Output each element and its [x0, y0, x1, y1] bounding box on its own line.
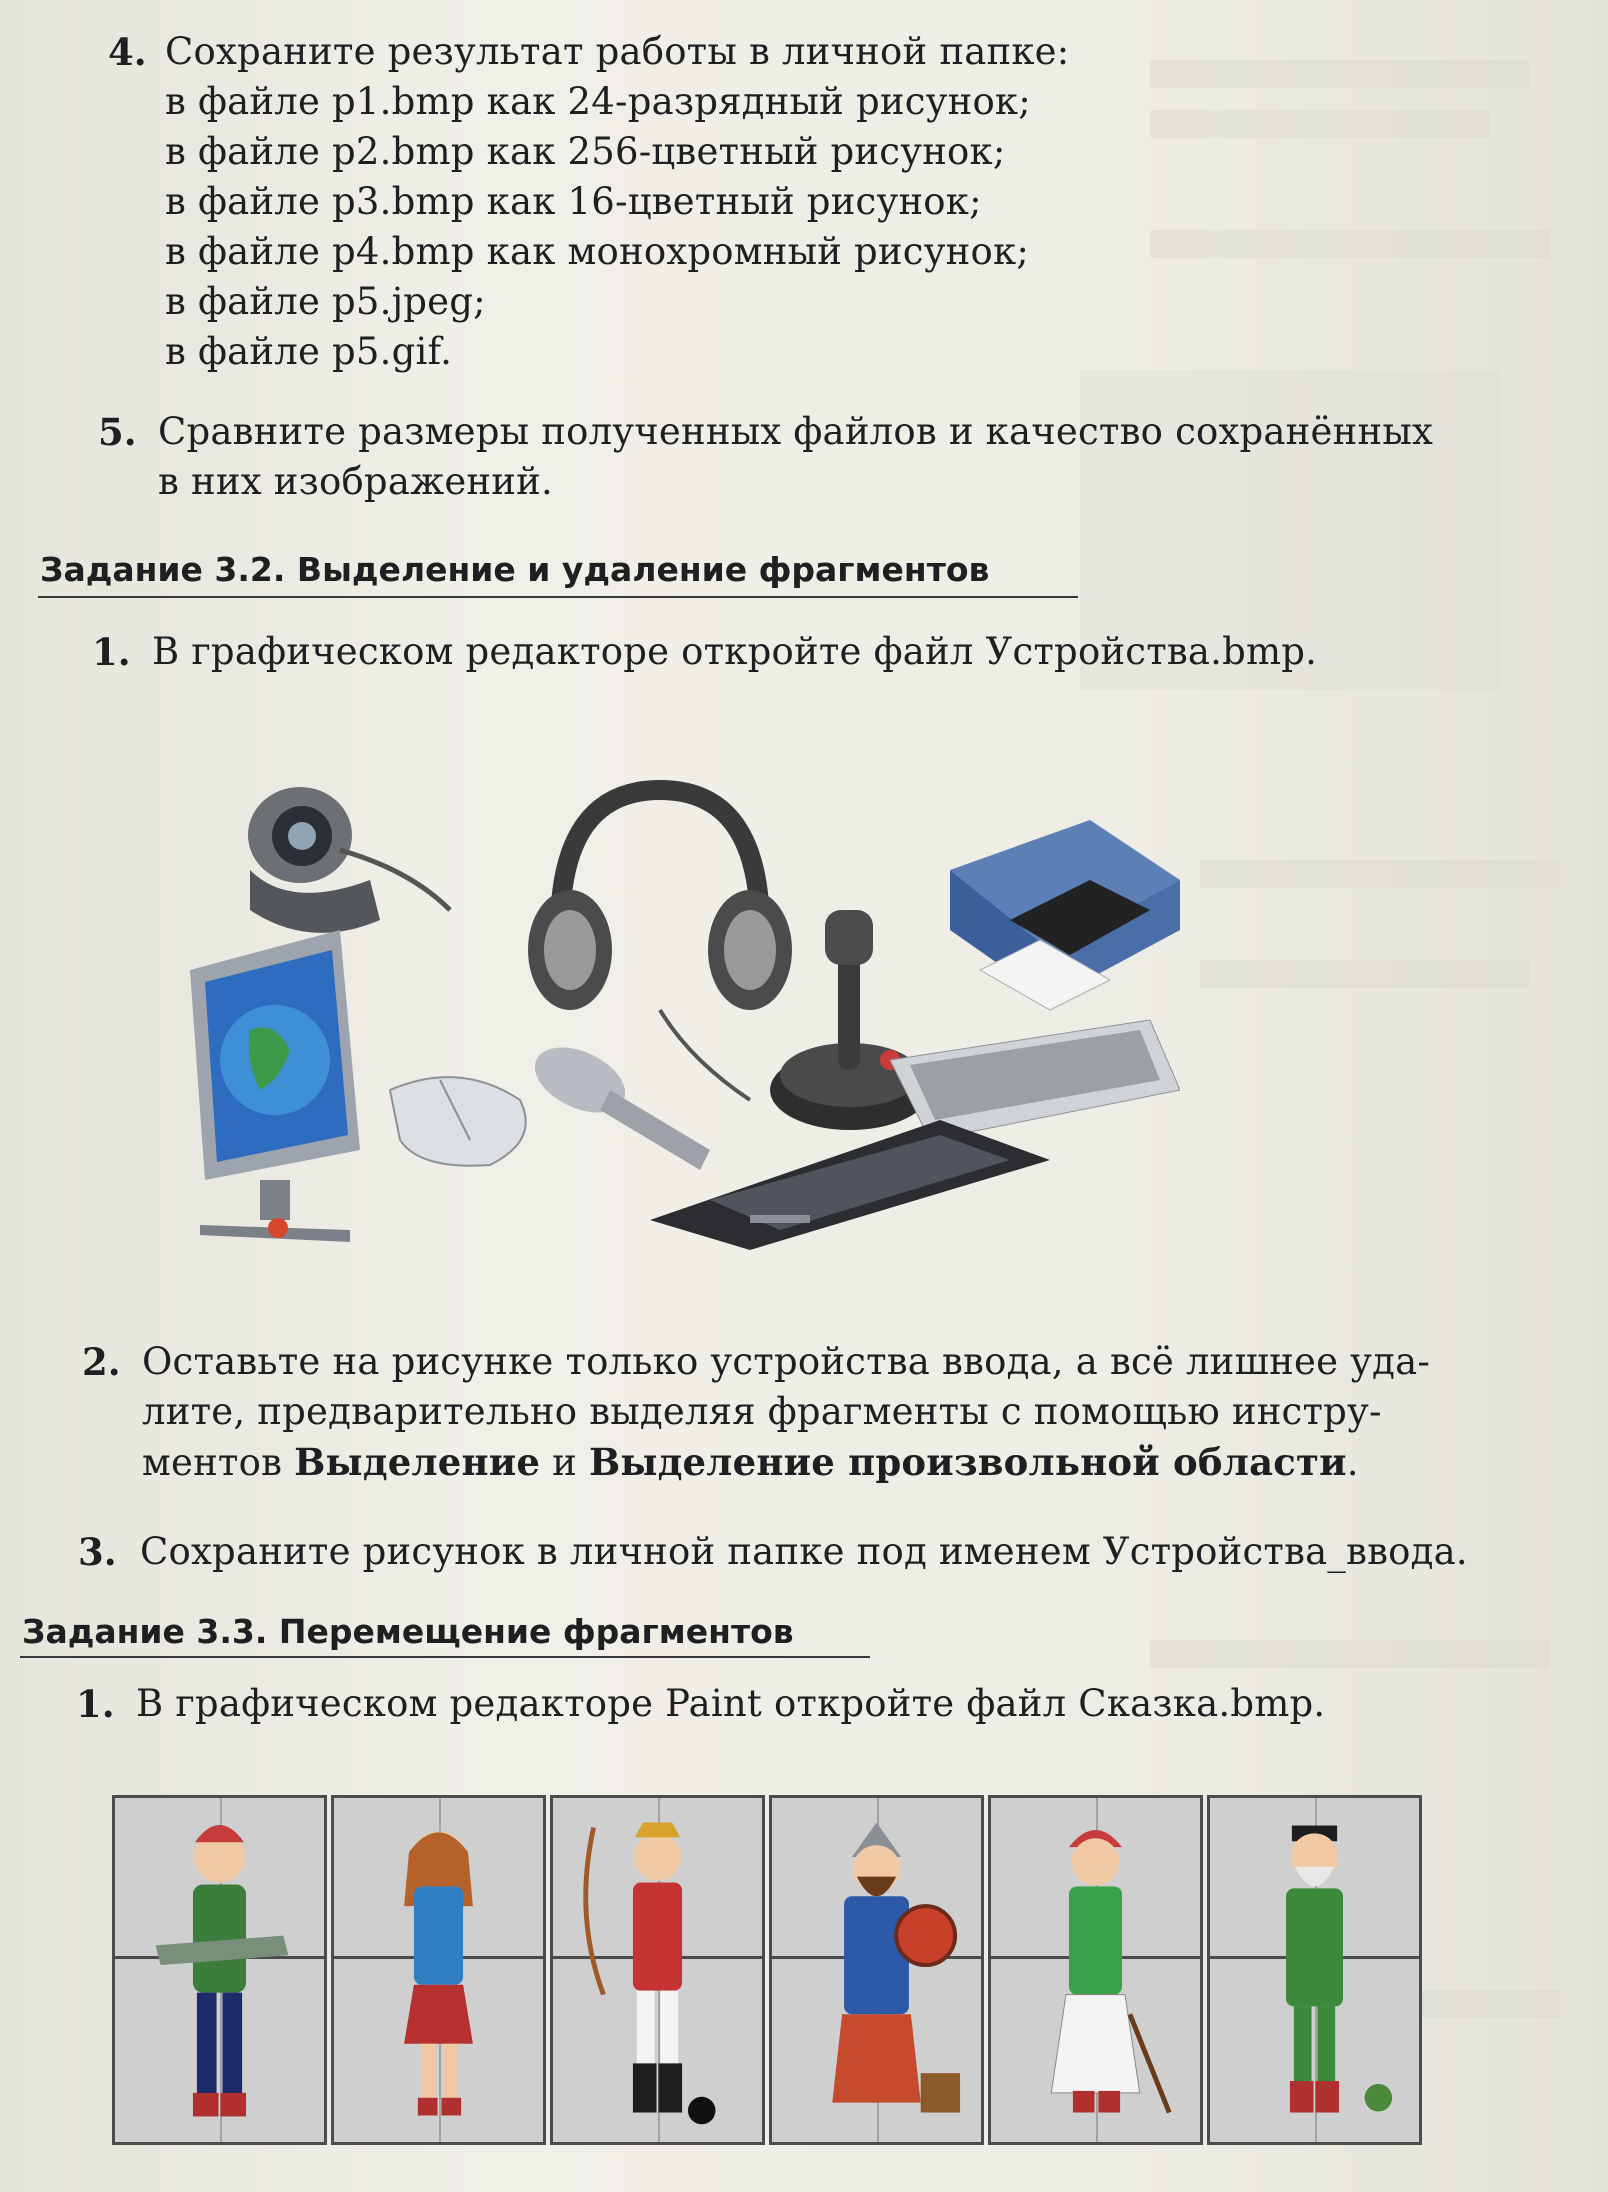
character-old-woman-image: [988, 1795, 1203, 2145]
mouse-image: [390, 1077, 526, 1166]
task5-line-1: Сравните размеры полученных файлов и качество сохранённых: [158, 410, 1434, 453]
section-3-2-title: Задание 3.2. Выделение и удаление фрагментов: [40, 550, 990, 589]
task4-line-3: в файле p2.bmp как 256-цветный рисунок;: [165, 130, 1006, 173]
character-archer-image: [550, 1795, 765, 2145]
fairy-tale-characters-strip: [112, 1795, 1422, 2145]
character-warrior-image: [769, 1795, 984, 2145]
task4-number: 4.: [108, 30, 147, 74]
s32-step2-line-3-prefix: ментов: [142, 1441, 295, 1484]
s32-step3-number: 3.: [78, 1530, 117, 1574]
s32-step1-text: В графическом редакторе откройте файл Устройства.bmp.: [152, 630, 1318, 673]
task4-line-7: в файле p5.gif.: [165, 330, 453, 373]
character-girl-image: [331, 1795, 546, 2145]
character-old-man-image: [1207, 1795, 1422, 2145]
section-3-3-title: Задание 3.3. Перемещение фрагментов: [22, 1612, 794, 1651]
s33-step1-text: В графическом редакторе Paint откройте файл Сказка.bmp.: [136, 1682, 1326, 1725]
keyboard-image: [890, 1020, 1180, 1140]
tool-name-selection: Выделение: [294, 1440, 541, 1484]
s32-step2-line-3-end: .: [1346, 1441, 1359, 1484]
section-3-2-underline: [38, 596, 1078, 598]
devices-illustration: [190, 760, 1180, 1250]
task4-line-1: Сохраните результат работы в личной папке:: [165, 30, 1070, 73]
s32-step2-line-1: Оставьте на рисунке только устройства ввода, а всё лишнее уда-: [142, 1340, 1431, 1383]
webcam-image: [248, 787, 450, 933]
s32-step2-number: 2.: [82, 1340, 121, 1384]
tool-name-freeform-selection: Выделение произвольной области: [588, 1440, 1347, 1484]
s32-step2-line-3-mid: и: [540, 1441, 589, 1484]
task5-number: 5.: [98, 410, 137, 454]
task4-line-6: в файле p5.jpeg;: [165, 280, 486, 323]
monitor-image: [190, 930, 360, 1242]
character-fisherman-image: [112, 1795, 327, 2145]
s33-step1-number: 1.: [76, 1682, 115, 1726]
s32-step2-line-3: [142, 1438, 1359, 1487]
task5-line-2: в них изображений.: [158, 460, 553, 503]
joystick-image: [770, 910, 930, 1130]
task4-line-4: в файле p3.bmp как 16-цветный рисунок;: [165, 180, 982, 223]
section-3-3-underline: [20, 1656, 870, 1658]
task4-line-2: в файле p1.bmp как 24-разрядный рисунок;: [165, 80, 1031, 123]
microphone-image: [525, 1034, 710, 1170]
s32-step1-number: 1.: [92, 630, 131, 674]
s32-step3-text: Сохраните рисунок в личной папке под именем Устройства_ввода.: [140, 1530, 1468, 1573]
s32-step2-line-2: лите, предварительно выделяя фрагменты с помощью инстру-: [142, 1390, 1382, 1433]
scanner-image: [650, 1120, 1050, 1250]
printer-image: [950, 820, 1180, 1010]
task4-line-5: в файле p4.bmp как монохромный рисунок;: [165, 230, 1030, 273]
